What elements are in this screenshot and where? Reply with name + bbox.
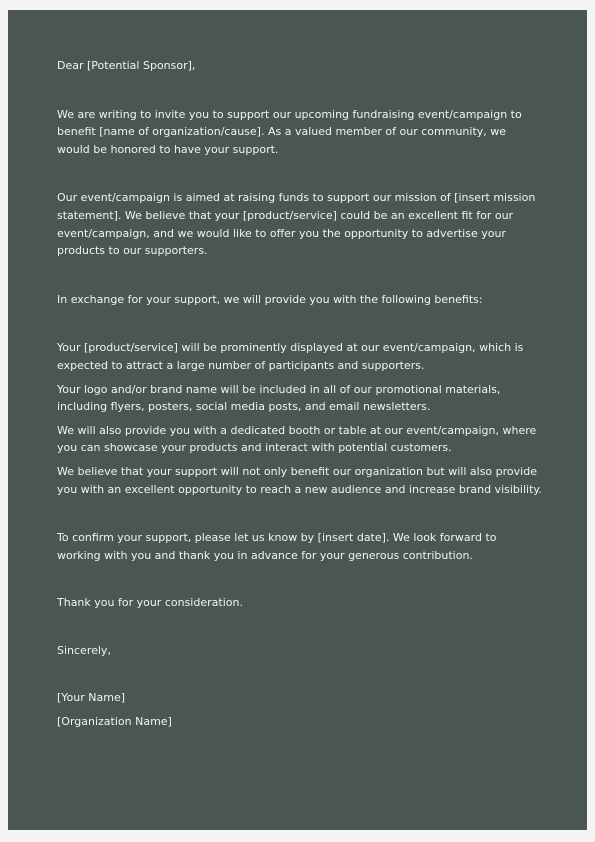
your-name: [Your Name]: [57, 691, 126, 705]
closing-line: Sincerely,: [57, 643, 111, 657]
benefit-paragraph: Your [product/service] will be prominently displayed at our event/campaign, which is expected to attract a large number of participants and supporters.: [57, 341, 524, 372]
benefit-paragraph: We believe that your support will not only benefit our organization but will also provide you with an excellent opportunity to reach a new audience and increase brand visibility.: [57, 464, 542, 496]
intro-paragraph: We are writing to invite you to support our upcoming fundraising event/campaign to benefit [name of organization/cause]. As a valued member of our community, we would be honored to have your support.: [57, 107, 522, 156]
confirm-paragraph: To confirm your support, please let us know by [insert date]. We look forward to working with you and thank you in advance for your generous contribution.: [57, 531, 497, 562]
benefit-paragraph: Your logo and/or brand name will be included in all of our promotional materials, including flyers, posters, social media posts, and email newsletters.: [57, 382, 501, 414]
benefits-intro: In exchange for your support, we will provide you with the following benefits:: [57, 292, 483, 306]
letter-body: [57, 57, 542, 731]
organization-name: [Organization Name]: [57, 715, 172, 729]
benefit-paragraph: We will also provide you with a dedicated booth or table at our event/campaign, where you can showcase your products and interact with potential customers.: [57, 423, 537, 455]
salutation: Dear [Potential Sponsor],: [57, 59, 196, 72]
letter-page: [8, 10, 587, 830]
thanks-line: Thank you for your consideration.: [57, 596, 243, 610]
mission-paragraph: Our event/campaign is aimed at raising funds to support our mission of [insert mission statement]. We believe that your [product/service] could be an excellent fit for our event/campaign, and we would like to offer you the opportunity to advertise your products to our supporters.: [57, 191, 536, 258]
